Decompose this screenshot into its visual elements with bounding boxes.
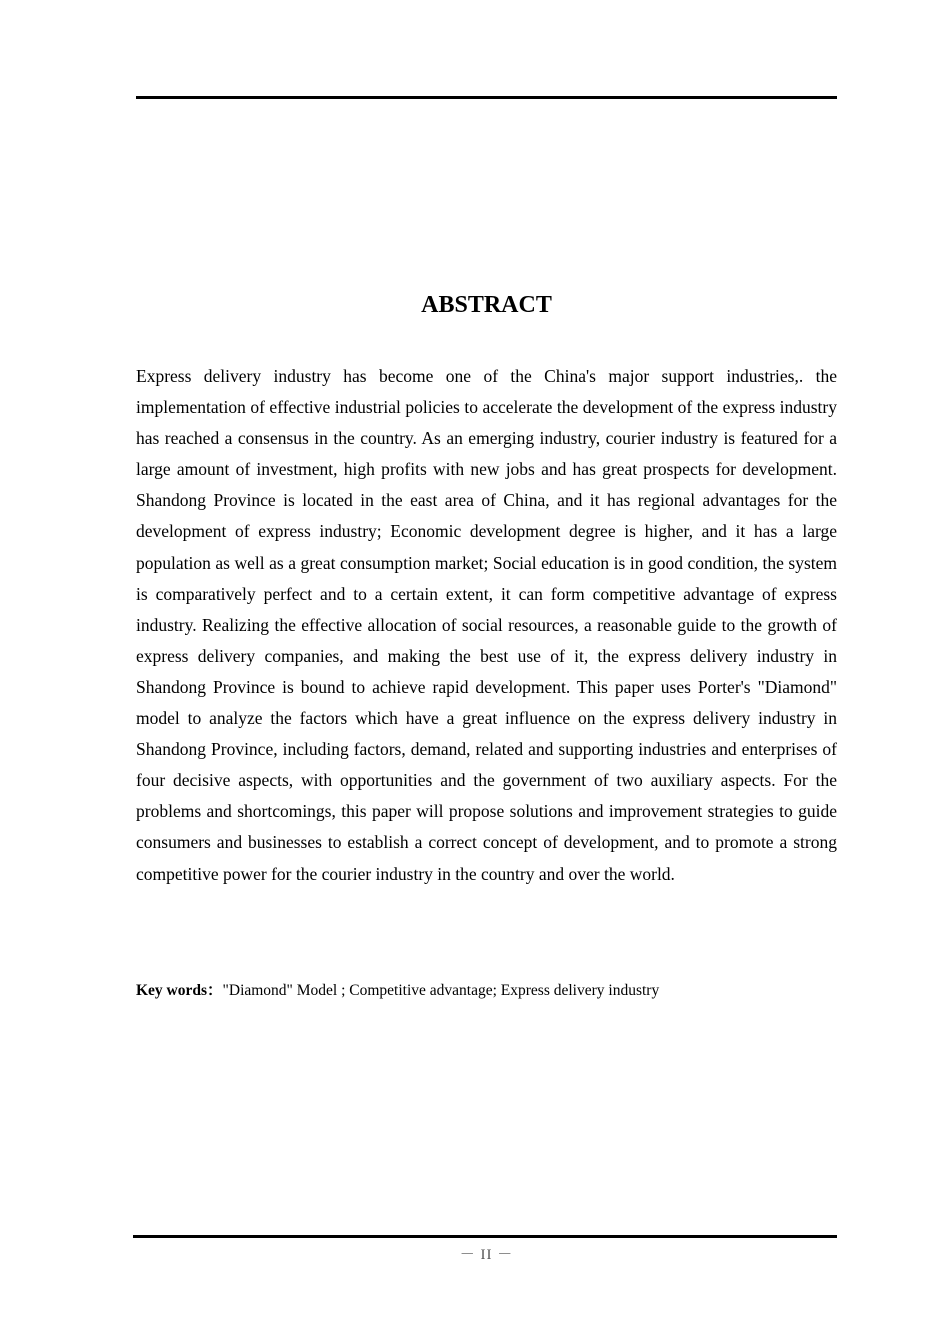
keywords-label: Key words： (136, 982, 223, 999)
footer-rule (133, 1235, 837, 1238)
abstract-title: ABSTRACT (421, 292, 552, 318)
abstract-body: Express delivery industry has become one of the China's major support industries,. the implementation of effective industrial policies to accelerate the development of the express industry has reached a consensus in the country. As an emerging industry, courier industry is featured for a large amount of investment, high profits with new jobs and has great prospects for development. Shandong Province is located in the east area of China, and it has regional advantages for the development of express industry; Economic development degree is higher, and it has a large population as well as a great consumption market; Social education is in good condition, the system is comparatively perfect and to a certain extent, it can form competitive advantage of express industry. Realizing the effective allocation of social resources, a reasonable guide to the growth of express delivery companies, and making the best use of it, the express delivery industry in Shandong Province is bound to achieve rapid development. This paper uses Porter's "Diamond" model to analyze the factors which have a great influence on the express delivery industry in Shandong Province, including factors, demand, related and supporting industries and enterprises of four decisive aspects, with opportunities and the government of two auxiliary aspects. For the problems and shortcomings, this paper will propose solutions and improvement strategies to guide consumers and businesses to establish a correct concept of development, and to promote a strong competitive power for the courier industry in the country and over the world. (136, 366, 837, 884)
page-number: － II － (459, 1247, 514, 1263)
keywords-line (136, 980, 837, 1002)
keywords-text: "Diamond" Model ; Competitive advantage; Express delivery industry (222, 982, 660, 999)
header-rule (136, 96, 837, 99)
